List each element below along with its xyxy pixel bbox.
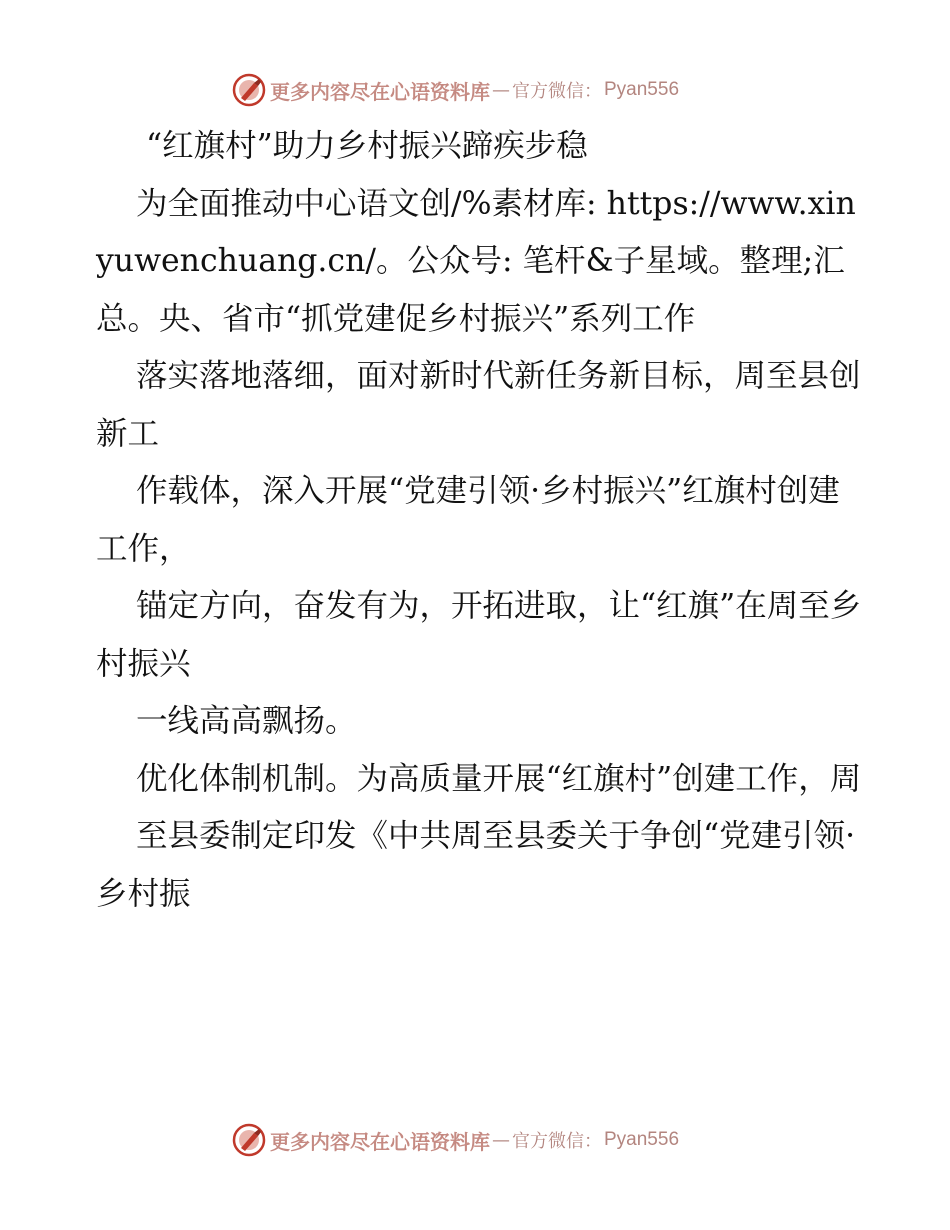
paragraph: 一线高高飘扬。 bbox=[136, 703, 357, 739]
banner-main-text: 更多内容尽在心语资料库 bbox=[270, 79, 490, 104]
footer-watermark-banner bbox=[232, 1122, 679, 1158]
header-watermark-banner bbox=[232, 72, 679, 108]
paragraph: 为全面推动中心语文创/%素材库: https://www.xinyuwenchuang.cn/。公众号: 笔杆&子星域。整理;汇总。央、省市“抓党建促乡村振兴”系列工作 bbox=[96, 185, 856, 337]
banner-dash: — bbox=[492, 79, 510, 101]
paragraph: 落实落地落细，面对新时代新任务新目标，周至县创新工 bbox=[96, 358, 861, 452]
banner-wechat-label: 官方微信： bbox=[512, 1131, 602, 1152]
paragraph: 作载体，深入开展“党建引领·乡村振兴”红旗村创建工作， bbox=[96, 473, 840, 567]
paragraph: 优化体制机制。为高质量开展“红旗村”创建工作，周 bbox=[136, 760, 862, 797]
paragraph: 至县委制定印发《中共周至县委关于争创“党建引领·乡村振 bbox=[96, 818, 856, 912]
pen-logo-icon bbox=[232, 73, 266, 107]
banner-wechat-label: 官方微信： bbox=[512, 81, 602, 102]
pen-logo-icon bbox=[232, 1123, 266, 1157]
banner-main-text: 更多内容尽在心语资料库 bbox=[270, 1129, 490, 1154]
banner-wechat-id: Pyan556 bbox=[604, 79, 680, 100]
banner-wechat-id: Pyan556 bbox=[604, 1129, 680, 1150]
document-body bbox=[96, 118, 866, 923]
paragraph: 锚定方向，奋发有为，开拓进取，让“红旗”在周至乡村振兴 bbox=[96, 588, 862, 682]
document-title: “红旗村”助力乡村振兴蹄疾步稳 bbox=[146, 128, 588, 164]
banner-dash: — bbox=[492, 1129, 510, 1151]
